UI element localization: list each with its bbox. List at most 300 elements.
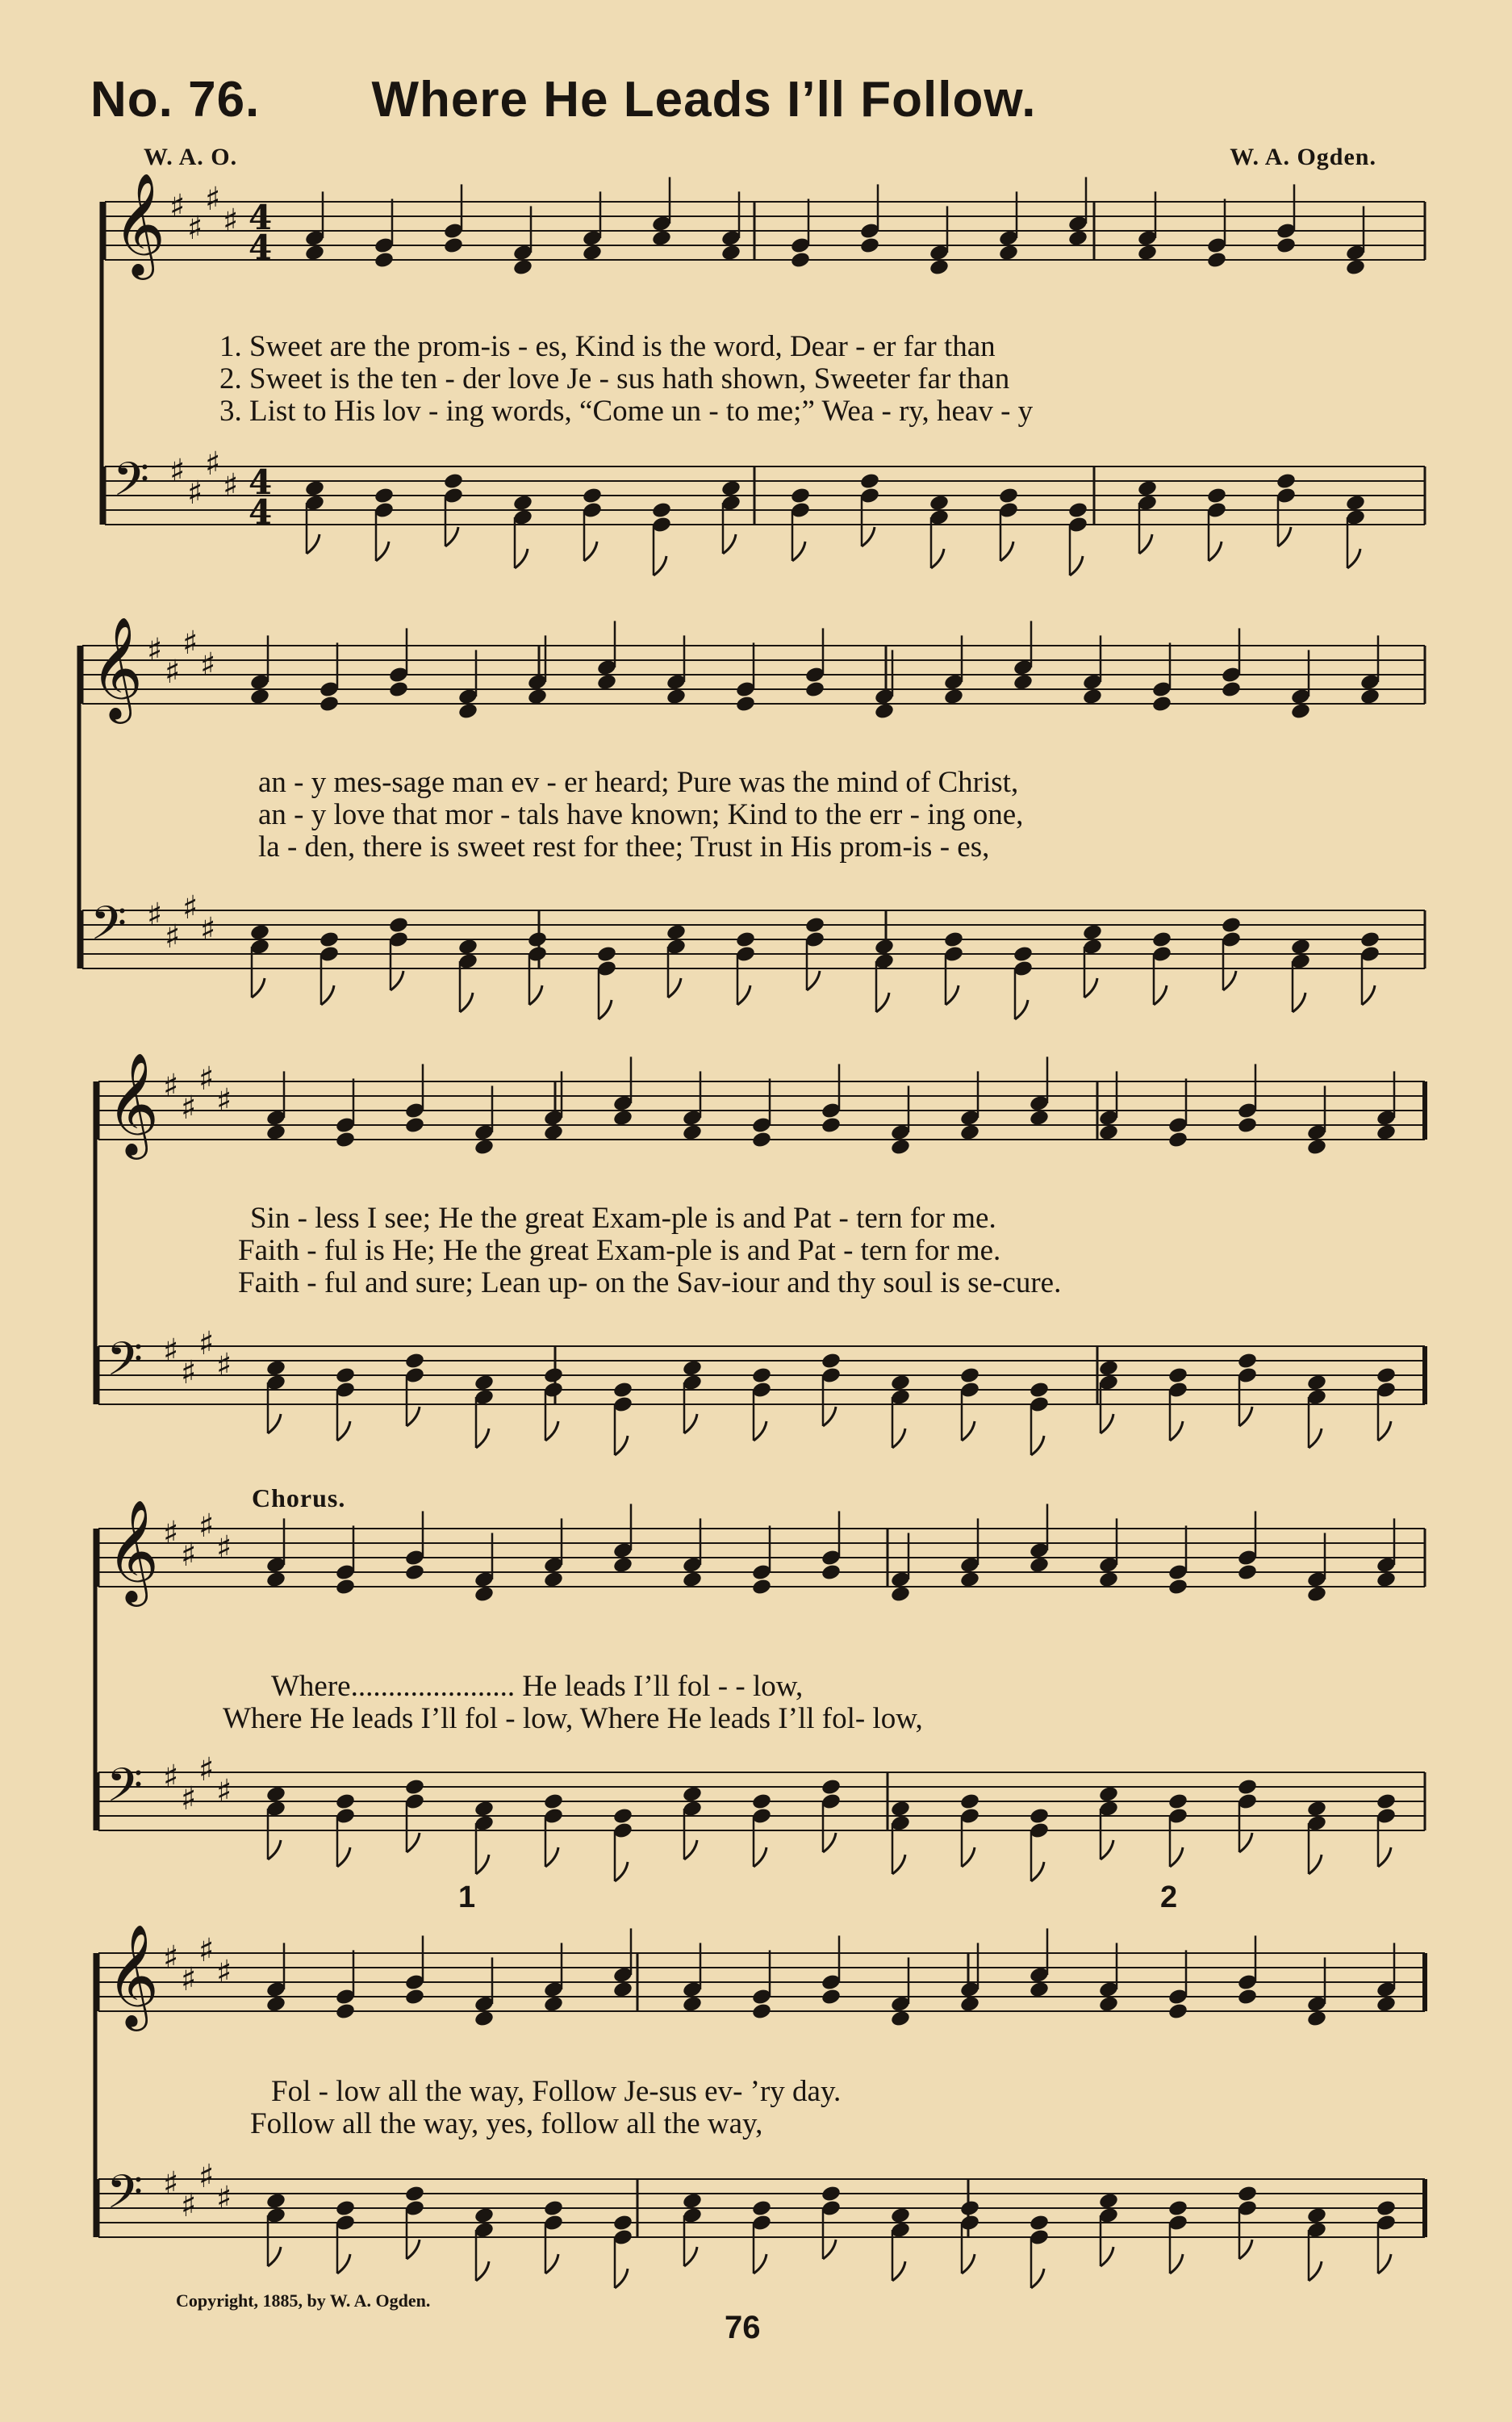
note-head — [404, 1352, 425, 1370]
note-head — [1029, 1109, 1050, 1127]
note-head — [874, 938, 895, 956]
note-flag — [407, 1407, 420, 1426]
sharp-icon: ♯ — [181, 1960, 197, 1998]
sharp-icon: ♯ — [181, 1089, 197, 1127]
note-flag — [1084, 978, 1097, 998]
note-flag — [615, 1436, 628, 1455]
sharp-icon: ♯ — [187, 209, 203, 247]
note-head — [735, 931, 756, 949]
note-flag — [476, 1855, 489, 1874]
copyright-notice: Copyright, 1885, by W. A. Ogden. — [176, 2290, 431, 2311]
note-head — [1306, 1800, 1327, 1818]
note-head — [859, 236, 880, 255]
lyric-line: 3. List to His lov - ing words, “Come un - to me;” Wea - ry, heav - y — [219, 395, 1034, 428]
note-head — [751, 1578, 772, 1596]
note-head — [1098, 1359, 1119, 1378]
note-head — [474, 1374, 495, 1392]
note-flag — [962, 1847, 975, 1867]
sharp-icon: ♯ — [216, 1529, 232, 1567]
note-flag — [1070, 556, 1083, 575]
sharp-icon: ♯ — [163, 1939, 179, 1977]
lyric-line: la - den, there is sweet rest for thee; Trust in His prom-is - es, — [258, 830, 990, 864]
note-head — [1067, 229, 1088, 248]
note-head — [998, 244, 1019, 262]
note-flag — [252, 978, 265, 998]
note-flag — [876, 993, 889, 1012]
note-head — [1137, 244, 1158, 262]
note-flag — [545, 1847, 558, 1867]
note-flag — [892, 2261, 905, 2281]
note-flag — [823, 1407, 836, 1426]
note-head — [1237, 1116, 1258, 1135]
note-flag — [1015, 1000, 1028, 1019]
lyric-line: Sin - less I see; He the great Exam-ple is and Pat - tern for me. — [250, 1202, 996, 1235]
note-head — [457, 702, 478, 721]
note-head — [1221, 916, 1242, 935]
note-flag — [337, 1847, 350, 1867]
sharp-icon: ♯ — [181, 2186, 197, 2224]
note-head — [1206, 251, 1227, 270]
note-head — [1167, 1578, 1188, 1596]
note-head — [404, 2185, 425, 2203]
sharp-icon: ♯ — [163, 1758, 179, 1796]
note-head — [1376, 1123, 1397, 1142]
note-head — [929, 258, 950, 277]
sharp-icon: ♯ — [182, 624, 198, 662]
composer-credit: W. A. Ogden. — [1230, 144, 1376, 170]
note-head — [335, 2199, 356, 2218]
note-flag — [1239, 2240, 1252, 2259]
note-head — [959, 1995, 980, 2014]
note-flag — [1170, 2254, 1183, 2274]
time-signature: 4 — [249, 462, 273, 503]
sharp-icon: ♯ — [216, 1953, 232, 1991]
note-head — [959, 1366, 980, 1385]
note-head — [304, 244, 325, 262]
note-head — [612, 2214, 633, 2232]
sharp-icon: ♯ — [187, 474, 203, 512]
note-head — [612, 1807, 633, 1826]
note-head — [612, 1109, 633, 1127]
hymn-number: No. 76. — [90, 72, 261, 128]
lyric-line: 2. Sweet is the ten - der love Je - sus hath shown, Sweeter far than — [219, 362, 1010, 395]
note-flag — [1309, 1429, 1322, 1448]
note-head — [335, 2002, 356, 2021]
sharp-icon: ♯ — [169, 187, 186, 225]
note-head — [1290, 938, 1311, 956]
note-head — [1029, 1807, 1050, 1826]
note-flag — [545, 1421, 558, 1441]
sharp-icon: ♯ — [216, 1081, 232, 1119]
note-head — [582, 244, 603, 262]
note-head — [682, 1359, 703, 1378]
sharp-icon: ♯ — [147, 896, 163, 934]
note-flag — [615, 1862, 628, 1881]
note-head — [821, 1988, 842, 2006]
hymn-title: Where He Leads I’ll Follow. — [371, 72, 1037, 128]
note-head — [335, 1366, 356, 1385]
note-head — [651, 229, 672, 248]
note-head — [1013, 945, 1034, 964]
note-flag — [268, 1414, 281, 1433]
note-head — [821, 1563, 842, 1582]
note-head — [374, 487, 395, 505]
sharp-icon: ♯ — [216, 1346, 232, 1384]
note-head — [512, 494, 533, 512]
lyric-line: 1. Sweet are the prom-is - es, Kind is the word, Dear - er far than — [219, 330, 996, 363]
bass-clef-icon: 𝄢 — [107, 1331, 144, 1398]
note-flag — [1101, 1840, 1113, 1859]
note-head — [1098, 1995, 1119, 2014]
note-head — [821, 2185, 842, 2203]
lyricist-credit: W. A. O. — [144, 144, 238, 170]
note-flag — [792, 542, 805, 561]
note-head — [1306, 1138, 1327, 1157]
note-flag — [1378, 1421, 1391, 1441]
note-head — [335, 1792, 356, 1811]
sharp-icon: ♯ — [205, 445, 221, 483]
note-flag — [407, 2240, 420, 2259]
note-flag — [1223, 971, 1236, 990]
note-flag — [391, 971, 403, 990]
note-flag — [962, 2254, 975, 2274]
note-head — [890, 2010, 911, 2028]
note-flag — [407, 1833, 420, 1852]
note-head — [821, 1116, 842, 1135]
note-flag — [654, 556, 666, 575]
bass-clef-icon: 𝄢 — [90, 895, 127, 962]
bass-clef-icon: 𝄢 — [113, 451, 150, 518]
note-flag — [684, 1414, 697, 1433]
note-flag — [892, 1855, 905, 1874]
note-head — [1098, 1571, 1119, 1589]
note-head — [1029, 1381, 1050, 1399]
chorus-label: Chorus. — [252, 1483, 346, 1512]
note-flag — [529, 985, 542, 1005]
note-head — [319, 931, 340, 949]
note-head — [943, 688, 964, 706]
note-head — [1098, 2192, 1119, 2211]
note-head — [543, 1366, 564, 1385]
sharp-icon: ♯ — [181, 1353, 197, 1391]
note-head — [943, 931, 964, 949]
sharp-icon: ♯ — [182, 889, 198, 927]
note-flag — [1239, 1407, 1252, 1426]
note-head — [265, 1359, 286, 1378]
treble-clef-icon: 𝄞 — [107, 1051, 160, 1155]
note-head — [1029, 1556, 1050, 1575]
lyric-line: Fol - low all the way, Follow Je-sus ev- ’ry day. — [271, 2075, 842, 2108]
note-flag — [1101, 2247, 1113, 2266]
note-head — [890, 1585, 911, 1604]
note-flag — [1139, 534, 1152, 554]
note-head — [1376, 2199, 1397, 2218]
note-head — [265, 1785, 286, 1804]
note-head — [682, 1571, 703, 1589]
note-head — [1151, 931, 1172, 949]
sharp-icon: ♯ — [147, 631, 163, 669]
note-head — [612, 1556, 633, 1575]
note-head — [1376, 1571, 1397, 1589]
note-head — [474, 2207, 495, 2225]
note-head — [1360, 931, 1380, 949]
note-head — [1167, 1792, 1188, 1811]
treble-clef-icon: 𝄞 — [113, 171, 166, 275]
note-head — [304, 479, 325, 498]
note-flag — [376, 542, 389, 561]
note-head — [1376, 1792, 1397, 1811]
note-head — [335, 1131, 356, 1149]
note-head — [1237, 1352, 1258, 1370]
note-head — [1167, 1366, 1188, 1385]
sharp-icon: ♯ — [169, 452, 186, 490]
sharp-icon: ♯ — [198, 2157, 215, 2195]
note-flag — [268, 1840, 281, 1859]
note-head — [890, 1800, 911, 1818]
note-flag — [1239, 1833, 1252, 1852]
note-head — [335, 1578, 356, 1596]
note-head — [959, 2199, 980, 2218]
sharp-icon: ♯ — [200, 910, 216, 948]
note-head — [404, 1988, 425, 2006]
note-head — [890, 2207, 911, 2225]
note-head — [1306, 2010, 1327, 2028]
note-flag — [1362, 985, 1375, 1005]
note-head — [582, 487, 603, 505]
note-head — [612, 1981, 633, 1999]
note-flag — [584, 542, 597, 561]
note-head — [929, 494, 950, 512]
note-head — [543, 1995, 564, 2014]
time-signature: 4 — [249, 228, 273, 268]
note-head — [998, 487, 1019, 505]
note-flag — [337, 1421, 350, 1441]
note-head — [1167, 1131, 1188, 1149]
note-flag — [1309, 2261, 1322, 2281]
note-head — [1167, 2002, 1188, 2021]
note-head — [374, 251, 395, 270]
note-head — [1082, 923, 1103, 942]
note-head — [1013, 673, 1034, 692]
note-flag — [892, 1429, 905, 1448]
note-flag — [823, 2240, 836, 2259]
note-flag — [445, 527, 458, 546]
note-head — [596, 945, 617, 964]
lyric-line: an - y mes-sage man ev - er heard; Pure was the mind of Christ, — [258, 766, 1019, 799]
page-number: 76 — [725, 2310, 761, 2345]
note-head — [890, 1138, 911, 1157]
note-head — [959, 1571, 980, 1589]
note-head — [265, 2192, 286, 2211]
sharp-icon: ♯ — [181, 1780, 197, 1818]
second-ending-label: 2 — [1160, 1880, 1178, 1914]
note-head — [666, 923, 687, 942]
note-flag — [684, 1840, 697, 1859]
note-head — [474, 2010, 495, 2028]
note-flag — [615, 2269, 628, 2288]
sharp-icon: ♯ — [165, 653, 181, 691]
treble-clef-icon: 𝄞 — [107, 1922, 160, 2027]
note-head — [751, 1792, 772, 1811]
note-head — [388, 680, 409, 699]
note-head — [543, 1123, 564, 1142]
note-flag — [754, 2254, 766, 2274]
note-flag — [1170, 1421, 1183, 1441]
sharp-icon: ♯ — [205, 180, 221, 218]
note-head — [1151, 695, 1172, 713]
note-head — [1376, 1366, 1397, 1385]
note-head — [651, 501, 672, 520]
note-head — [1306, 2207, 1327, 2225]
note-head — [821, 1352, 842, 1370]
note-head — [1167, 2199, 1188, 2218]
lyric-line: Faith - ful is He; He the great Exam-ple is and Pat - tern for me. — [238, 1234, 1001, 1267]
note-head — [1345, 494, 1366, 512]
note-head — [443, 472, 464, 491]
note-head — [1376, 1995, 1397, 2014]
sharp-icon: ♯ — [223, 466, 239, 504]
note-head — [1237, 1563, 1258, 1582]
note-head — [874, 702, 895, 721]
note-flag — [337, 2254, 350, 2274]
note-head — [1237, 1988, 1258, 2006]
note-head — [804, 916, 825, 935]
note-head — [751, 1131, 772, 1149]
sharp-icon: ♯ — [216, 1772, 232, 1810]
note-head — [319, 695, 340, 713]
sharp-icon: ♯ — [163, 2165, 179, 2202]
note-head — [1306, 1374, 1327, 1392]
note-head — [1067, 501, 1088, 520]
note-head — [1360, 688, 1380, 706]
note-flag — [1031, 1436, 1044, 1455]
note-head — [596, 673, 617, 692]
note-head — [527, 688, 548, 706]
treble-clef-icon: 𝄞 — [90, 615, 144, 719]
note-head — [666, 688, 687, 706]
note-flag — [723, 534, 736, 554]
note-flag — [1378, 2254, 1391, 2274]
note-head — [404, 1778, 425, 1797]
sharp-icon: ♯ — [165, 918, 181, 956]
note-head — [1137, 479, 1158, 498]
note-head — [959, 1123, 980, 1142]
note-head — [543, 1792, 564, 1811]
note-flag — [931, 549, 944, 568]
sharp-icon: ♯ — [200, 646, 216, 684]
note-head — [751, 2199, 772, 2218]
note-head — [751, 1366, 772, 1385]
sharp-icon: ♯ — [163, 1514, 179, 1552]
note-flag — [1101, 1414, 1113, 1433]
note-head — [682, 1995, 703, 2014]
note-flag — [1170, 1847, 1183, 1867]
note-head — [527, 931, 548, 949]
note-head — [474, 1138, 495, 1157]
sharp-icon: ♯ — [181, 1536, 197, 1574]
note-flag — [862, 527, 875, 546]
note-head — [1206, 487, 1227, 505]
note-head — [1029, 1981, 1050, 1999]
lyric-line: Where...................... He leads I’ll fol - - low, — [271, 1670, 804, 1703]
note-head — [821, 1778, 842, 1797]
sharp-icon: ♯ — [163, 1332, 179, 1370]
note-head — [265, 1995, 286, 2014]
note-head — [543, 1571, 564, 1589]
note-flag — [807, 971, 820, 990]
note-flag — [1031, 2269, 1044, 2288]
note-head — [404, 1563, 425, 1582]
note-head — [790, 487, 811, 505]
note-flag — [737, 985, 750, 1005]
first-ending-label: 1 — [458, 1880, 476, 1914]
note-flag — [460, 993, 473, 1012]
note-head — [474, 1585, 495, 1604]
note-head — [1098, 1785, 1119, 1804]
note-head — [249, 923, 270, 942]
note-flag — [515, 549, 528, 568]
note-flag — [1209, 542, 1222, 561]
note-flag — [1347, 549, 1360, 568]
note-head — [1221, 680, 1242, 699]
note-head — [404, 1116, 425, 1135]
sharp-icon: ♯ — [223, 202, 239, 240]
note-flag — [946, 985, 959, 1005]
note-head — [735, 695, 756, 713]
note-flag — [1278, 527, 1291, 546]
note-head — [1276, 472, 1297, 491]
sharp-icon: ♯ — [198, 1507, 215, 1545]
sharp-icon: ♯ — [163, 1067, 179, 1105]
time-signature: 4 — [249, 492, 273, 533]
note-head — [1306, 1585, 1327, 1604]
note-flag — [1154, 985, 1167, 1005]
note-head — [265, 1123, 286, 1142]
note-flag — [668, 978, 681, 998]
note-head — [751, 2002, 772, 2021]
note-head — [804, 680, 825, 699]
note-head — [1237, 1778, 1258, 1797]
note-head — [249, 688, 270, 706]
note-head — [720, 479, 741, 498]
note-flag — [599, 1000, 612, 1019]
sharp-icon: ♯ — [198, 1751, 215, 1788]
note-head — [1029, 2214, 1050, 2232]
note-head — [1345, 258, 1366, 277]
lyric-line: Faith - ful and sure; Lean up- on the Sav-iour and thy soul is se-cure. — [238, 1266, 1062, 1299]
lyric-line: an - y love that mor - tals have known; Kind to the err - ing one, — [258, 798, 1024, 831]
note-flag — [1309, 1855, 1322, 1874]
note-flag — [476, 2261, 489, 2281]
note-head — [474, 1800, 495, 1818]
note-head — [682, 1123, 703, 1142]
note-head — [859, 472, 880, 491]
bass-clef-icon: 𝄢 — [107, 2164, 144, 2231]
note-head — [1098, 1123, 1119, 1142]
note-head — [443, 236, 464, 255]
note-head — [1237, 2185, 1258, 2203]
note-flag — [1000, 542, 1013, 561]
note-head — [265, 1571, 286, 1589]
note-head — [388, 916, 409, 935]
note-head — [1082, 688, 1103, 706]
note-head — [1276, 236, 1297, 255]
note-head — [682, 1785, 703, 1804]
note-flag — [1031, 1862, 1044, 1881]
note-head — [890, 1374, 911, 1392]
note-head — [682, 2192, 703, 2211]
note-flag — [754, 1847, 766, 1867]
